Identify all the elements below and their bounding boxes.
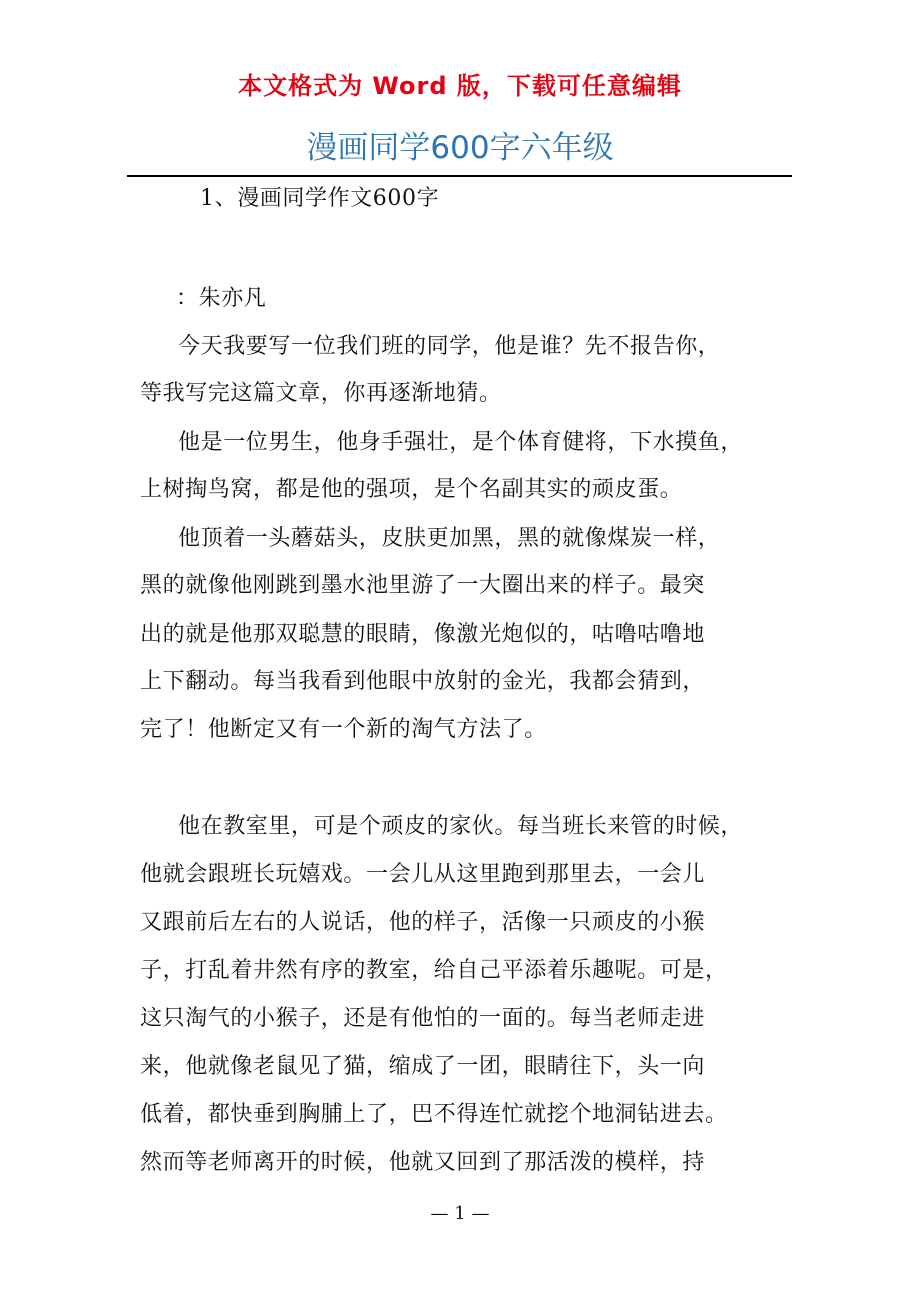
paragraph-line: 黑的就像他刚跳到墨水池里游了一大圈出来的样子。最突 (140, 573, 706, 598)
author-line: ：朱亦凡 (176, 286, 267, 311)
paragraph-line: 他是一位男生，他身手强壮，是个体育健将，下水摸鱼， (178, 430, 744, 455)
paragraph-line: 他顶着一头蘑菇头，皮肤更加黑，黑的就像煤炭一样， (178, 526, 721, 551)
paragraph-line: 等我写完这篇文章，你再逐渐地猜。 (140, 381, 502, 406)
paragraph-line: 上树掏鸟窝，都是他的强项，是个名副其实的顽皮蛋。 (140, 477, 683, 502)
section-heading: 1、漫画同学作文600字 (200, 186, 440, 211)
title-divider (127, 175, 792, 177)
paragraph-line: 他就会跟班长玩嬉戏。一会儿从这里跑到那里去，一会儿 (140, 862, 706, 887)
paragraph-line: 完了！他断定又有一个新的淘气方法了。 (140, 717, 547, 742)
paragraph-line: 上下翻动。每当我看到他眼中放射的金光，我都会猜到， (140, 669, 706, 694)
paragraph-line: 来，他就像老鼠见了猫，缩成了一团，眼睛往下，头一向 (140, 1054, 706, 1079)
download-notice: 本文格式为 Word 版，下载可任意编辑 (238, 72, 682, 100)
paragraph-line: 他在教室里，可是个顽皮的家伙。每当班长来管的时候， (178, 814, 744, 839)
paragraph-line: 然而等老师离开的时候，他就又回到了那活泼的模样，持 (140, 1150, 706, 1175)
document-title: 漫画同学600字六年级 (306, 130, 614, 166)
paragraph-line: 今天我要写一位我们班的同学，他是谁？先不报告你， (178, 334, 721, 359)
paragraph-line: 子，打乱着井然有序的教室，给自己平添着乐趣呢。可是， (140, 958, 728, 983)
paragraph-line: 出的就是他那双聪慧的眼睛，像激光炮似的，咕噜咕噜地 (140, 622, 706, 647)
paragraph-line: 又跟前后左右的人说话，他的样子，活像一只顽皮的小猴 (140, 910, 706, 935)
paragraph-line: 低着，都快垂到胸脯上了，巴不得连忙就挖个地洞钻进去。 (140, 1102, 728, 1127)
paragraph-line: 这只淘气的小猴子，还是有他怕的一面的。每当老师走进 (140, 1006, 706, 1031)
page-number: — 1 — (430, 1203, 490, 1224)
